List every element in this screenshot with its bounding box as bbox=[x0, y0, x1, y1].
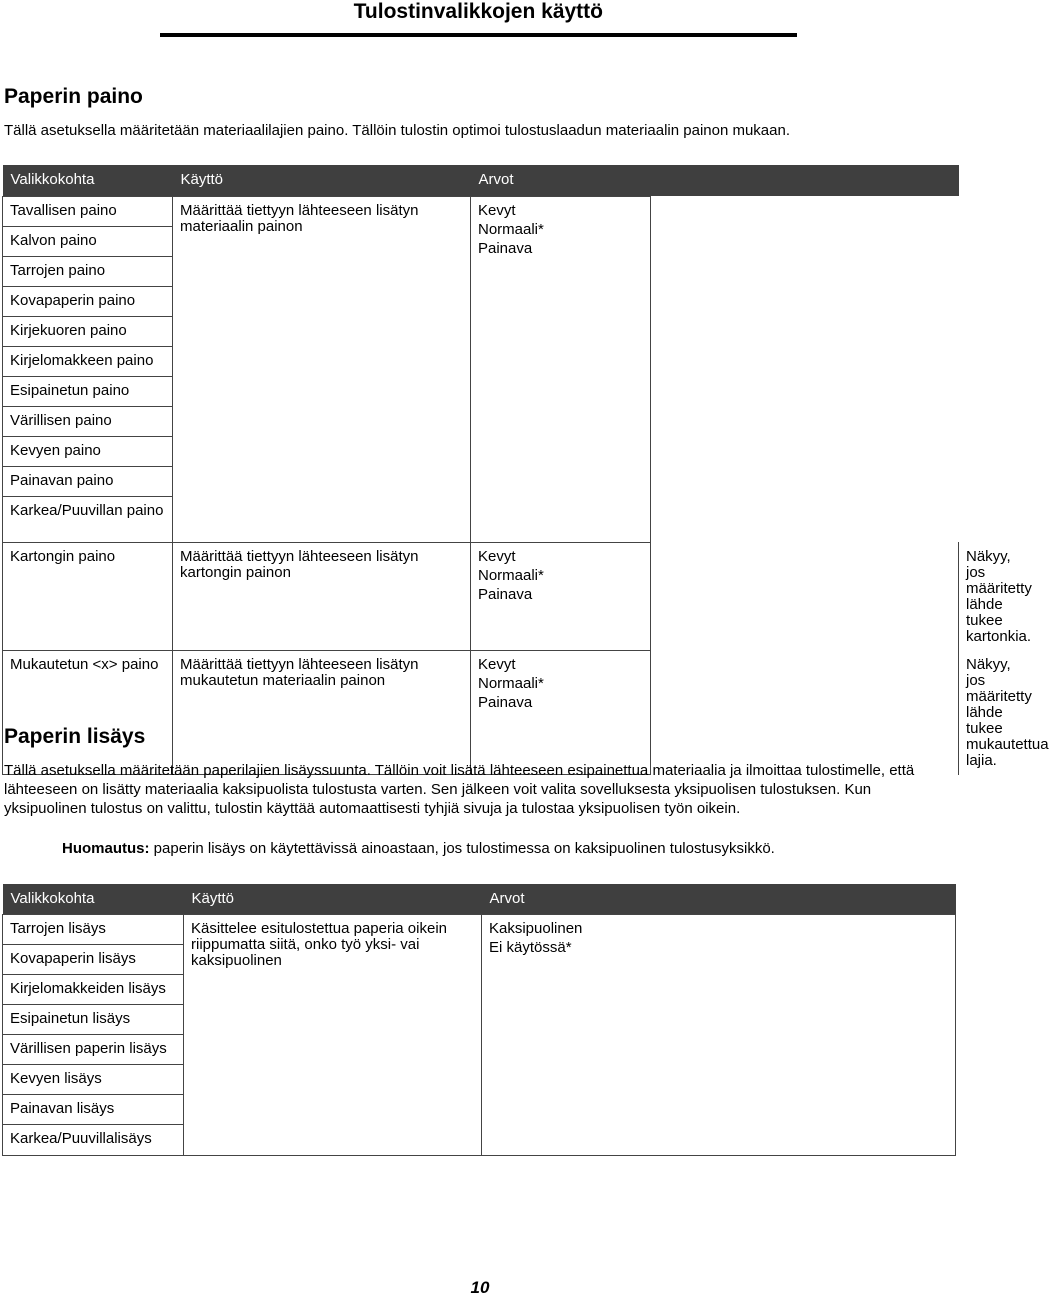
menu-item-cell: Kirjelomakkeiden lisäys bbox=[3, 974, 184, 1004]
value-option: Normaali* bbox=[478, 220, 544, 238]
values-cell bbox=[471, 542, 651, 650]
table-header-row bbox=[3, 884, 956, 914]
value-option: Normaali* bbox=[478, 674, 544, 692]
column-header: Arvot bbox=[482, 884, 956, 914]
header-rule bbox=[160, 33, 797, 37]
value-option: Ei käytössä* bbox=[489, 938, 572, 956]
menu-item-cell: Esipainetun paino bbox=[3, 376, 173, 406]
value-option: Kevyt bbox=[478, 201, 516, 219]
menu-item-cell: Painavan paino bbox=[3, 466, 173, 496]
values-cell bbox=[471, 650, 651, 774]
menu-item-cell: Värillisen paino bbox=[3, 406, 173, 436]
values-cell bbox=[482, 914, 956, 1155]
column-header: Valikkokohta bbox=[3, 165, 173, 196]
menu-item-cell: Kovapaperin paino bbox=[3, 286, 173, 316]
column-header: Käyttö bbox=[184, 884, 482, 914]
value-option: Kevyt bbox=[478, 655, 516, 673]
note-label: Huomautus: bbox=[62, 840, 150, 857]
menu-item-cell: Kalvon paino bbox=[3, 226, 173, 256]
menu-item-cell: Karkea/Puuvillan paino bbox=[3, 496, 173, 542]
menu-item-cell: Tarrojen paino bbox=[3, 256, 173, 286]
menu-item-cell: Kartongin paino bbox=[3, 542, 173, 650]
note-paragraph bbox=[62, 839, 775, 858]
menu-item-cell: Karkea/Puuvillalisäys bbox=[3, 1124, 184, 1155]
section-intro-paper-loading: Tällä asetuksella määritetään paperilajien lisäyssuunta. Tällöin voit lisätä lähteeseen esipainettua materiaalia ja ilmoittaa tulostimelle, että lähteeseen on lisätty materiaalia kaksipuolista tulostusta varten. Sen jälkeen voit valita sovelluksesta yksipuolisen tulostuksen. Kun yksipuolinen tulostus on valittu, tulostin käyttää automaattisesti tyhjiä sivuja ja tulostaa yksipuolisen työn oikein. bbox=[4, 762, 915, 817]
usage-cell: Määrittää tiettyyn lähteeseen lisätyn kartongin painon bbox=[173, 542, 471, 650]
value-option: Painava bbox=[478, 239, 533, 257]
page-header-title: Tulostinvalikkojen käyttö bbox=[353, 0, 603, 23]
paper-weight-table bbox=[2, 165, 1049, 775]
note-cell bbox=[651, 196, 959, 774]
usage-cell: Määrittää tiettyyn lähteeseen lisätyn mukautetun materiaalin painon bbox=[173, 650, 471, 774]
menu-item-cell: Kirjelomakkeen paino bbox=[3, 346, 173, 376]
table-header-row bbox=[3, 165, 959, 196]
column-header: Valikkokohta bbox=[3, 884, 184, 914]
usage-cell: Määrittää tiettyyn lähteeseen lisätyn materiaalin painon bbox=[173, 196, 471, 542]
section-heading-paper-weight: Paperin paino bbox=[4, 85, 143, 108]
value-option: Painava bbox=[478, 585, 533, 603]
menu-item-cell: Kovapaperin lisäys bbox=[3, 944, 184, 974]
menu-item-cell: Tavallisen paino bbox=[3, 196, 173, 226]
page-number: 10 bbox=[470, 1278, 490, 1297]
value-option: Normaali* bbox=[478, 566, 544, 584]
value-option: Kaksipuolinen bbox=[489, 919, 583, 937]
usage-cell: Käsittelee esitulostettua paperia oikein riippumatta siitä, onko työ yksi- vai kaksipuolinen bbox=[184, 914, 482, 1155]
menu-item-cell: Kevyen paino bbox=[3, 436, 173, 466]
menu-item-cell: Kevyen lisäys bbox=[3, 1064, 184, 1094]
column-header: Arvot bbox=[471, 165, 651, 196]
section-intro-paper-weight: Tällä asetuksella määritetään materiaalilajien paino. Tällöin tulostin optimoi tulostuslaadun materiaalin painon mukaan. bbox=[4, 122, 791, 139]
section-heading-paper-loading: Paperin lisäys bbox=[4, 725, 146, 748]
values-cell bbox=[471, 196, 651, 542]
table-row bbox=[3, 914, 956, 944]
menu-item-cell: Tarrojen lisäys bbox=[3, 914, 184, 944]
value-option: Painava bbox=[478, 693, 533, 711]
menu-item-cell: Värillisen paperin lisäys bbox=[3, 1034, 184, 1064]
table-row: Mukautetun <x> paino Määrittää tiettyyn lähteeseen lisätyn mukautetun materiaalin painon Kevyt Normaali* Painava Näkyy, jos määritetty lähde tukee mukautettua lajia. bbox=[3, 650, 959, 774]
paper-loading-table bbox=[2, 884, 956, 1156]
menu-item-cell: Painavan lisäys bbox=[3, 1094, 184, 1124]
column-header: Käyttö bbox=[173, 165, 471, 196]
column-header bbox=[651, 165, 959, 196]
menu-item-cell: Kirjekuoren paino bbox=[3, 316, 173, 346]
table-row: Kartongin paino Määrittää tiettyyn lähteeseen lisätyn kartongin painon Kevyt Normaali* Painava Näkyy, jos määritetty lähde tukee kartonkia. bbox=[3, 542, 959, 650]
menu-item-cell: Esipainetun lisäys bbox=[3, 1004, 184, 1034]
note-text: paperin lisäys on käytettävissä ainoastaan, jos tulostimessa on kaksipuolinen tulostusyksikkö. bbox=[149, 840, 775, 857]
value-option: Kevyt bbox=[478, 547, 516, 565]
table-row bbox=[3, 196, 959, 226]
menu-item-cell: Mukautetun <x> paino bbox=[3, 650, 173, 774]
